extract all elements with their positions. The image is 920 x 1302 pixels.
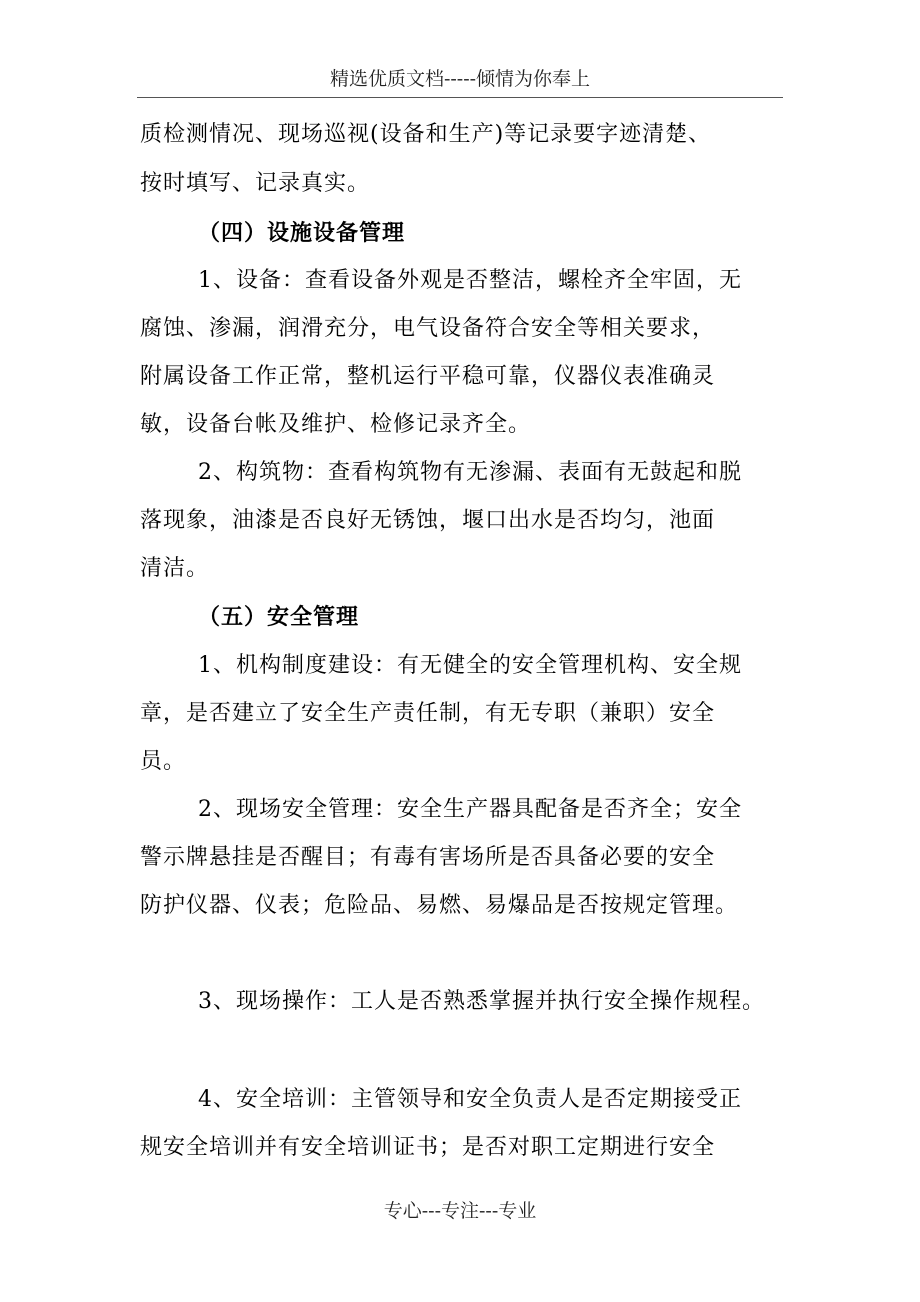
section-heading-4: （四）设施设备管理 xyxy=(198,220,406,246)
text-line: 敏，设备台帐及维护、检修记录齐全。 xyxy=(140,412,532,437)
text-line: 质检测情况、现场巡视(设备和生产)等记录要字迹清楚、 xyxy=(140,122,712,147)
text-line: 清洁。 xyxy=(140,556,210,581)
page-footer: 专心---专注---专业 xyxy=(383,1200,537,1222)
text-line: 落现象，油漆是否良好无锈蚀，堰口出水是否均匀，池面 xyxy=(140,508,716,533)
text-line: 警示牌悬挂是否醒目；有毒有害场所是否具备必要的安全 xyxy=(140,845,716,870)
text-line: 按时填写、记录真实。 xyxy=(140,171,371,196)
text-line: 4、安全培训：主管领导和安全负责人是否定期接受正 xyxy=(198,1087,742,1112)
text-line: 腐蚀、渗漏，润滑充分，电气设备符合安全等相关要求， xyxy=(140,316,716,341)
section-heading-5: （五）安全管理 xyxy=(198,604,360,630)
page-header: 精选优质文档-----倾情为你奉上 xyxy=(137,64,783,98)
text-line: 2、现场安全管理：安全生产器具配备是否齐全；安全 xyxy=(198,797,742,822)
text-line: 1、机构制度建设：有无健全的安全管理机构、安全规 xyxy=(198,653,742,678)
text-line: 员。 xyxy=(140,749,187,774)
text-line: 防护仪器、仪表；危险品、易燃、易爆品是否按规定管理。 xyxy=(140,893,739,918)
text-line: 规安全培训并有安全培训证书；是否对职工定期进行安全 xyxy=(140,1135,716,1160)
text-line: 章，是否建立了安全生产责任制，有无专职（兼职）安全 xyxy=(140,701,716,726)
text-line: 1、设备：查看设备外观是否整洁，螺栓齐全牢固，无 xyxy=(198,268,742,293)
text-line: 附属设备工作正常，整机运行平稳可靠，仪器仪表准确灵 xyxy=(140,364,716,389)
text-line: 2、构筑物：查看构筑物有无渗漏、表面有无鼓起和脱 xyxy=(198,460,742,485)
text-line: 3、现场操作：工人是否熟悉掌握并执行安全操作规程。 xyxy=(198,989,765,1014)
